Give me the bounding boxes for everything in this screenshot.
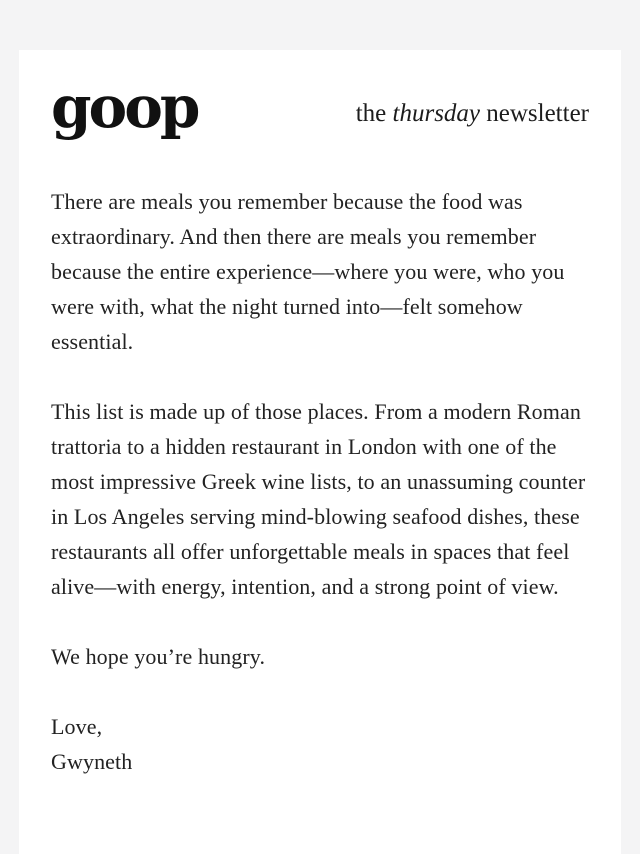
intro-paragraph: There are meals you remember because the food was extraordinary. And then there are meals you remember because the entire experience—where you were, who you were with, what the night turned into—felt somehow essential. (51, 189, 565, 354)
newsletter-card (19, 50, 621, 854)
tagline-italic-word: thursday (392, 100, 481, 127)
goop-logo[interactable]: goop (51, 73, 198, 141)
newsletter-tagline (356, 100, 589, 128)
newsletter-header (51, 73, 589, 141)
newsletter-body (51, 184, 589, 779)
signoff-love: Love, (51, 714, 103, 739)
hungry-paragraph: We hope you’re hungry. (51, 644, 266, 669)
signoff-name: Gwyneth (51, 749, 133, 774)
list-description-paragraph: This list is made up of those places. From a modern Roman trattoria to a hidden restaurant in London with one of the most impressive Greek wine lists, to an unassuming counter in Los Angeles serving mind-blowing seafood dishes, these restaurants all offer unforgettable meals in spaces that feel alive—with energy, intention, and a strong point of view. (51, 399, 586, 599)
signoff (51, 709, 589, 779)
tagline-suffix: newsletter (480, 100, 589, 127)
tagline-prefix: the (355, 100, 393, 127)
